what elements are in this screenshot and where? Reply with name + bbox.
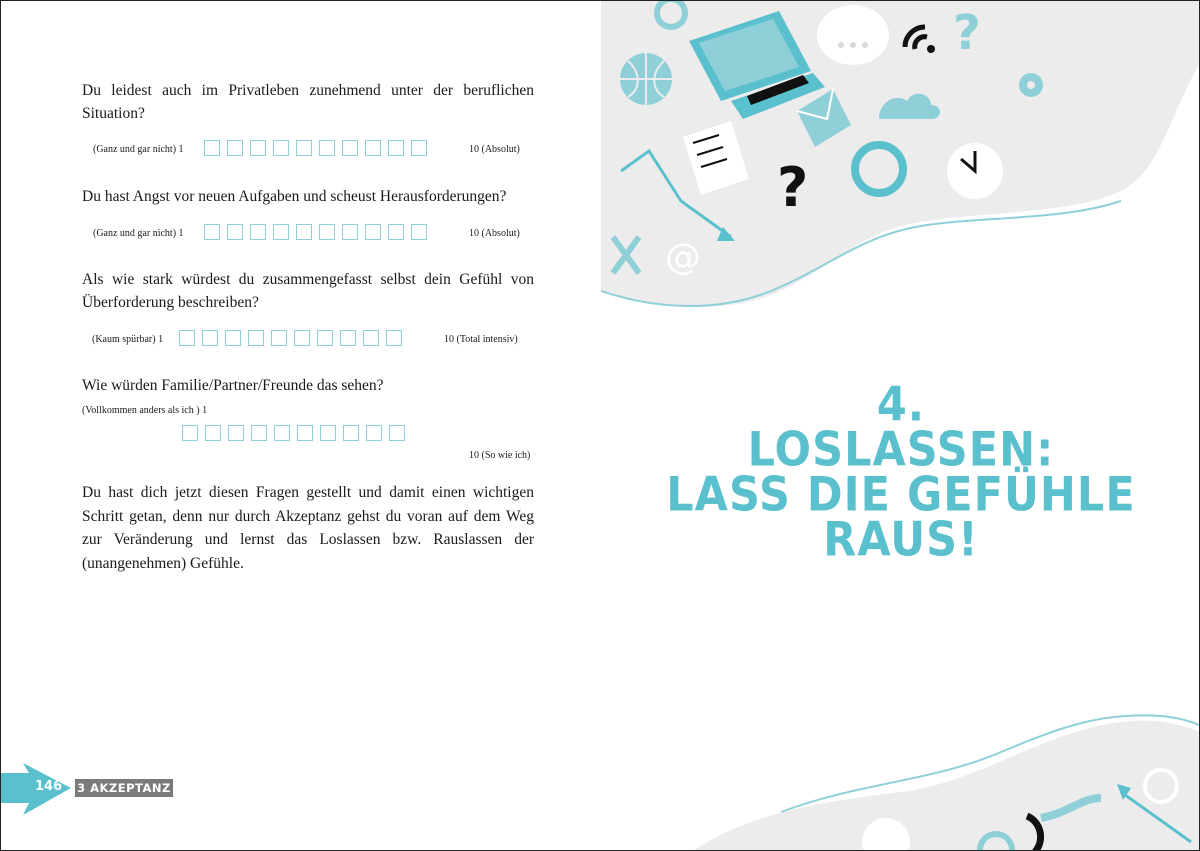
top-illustration — [601, 1, 1200, 321]
rating-box-4[interactable] — [273, 140, 289, 156]
rating-box-8[interactable] — [365, 224, 381, 240]
rating-box-7[interactable] — [320, 425, 336, 441]
page-footer — [1, 763, 201, 823]
chapter-title — [601, 377, 1200, 568]
rating-box-3[interactable] — [250, 224, 266, 240]
left-page — [1, 1, 601, 851]
rating-scale-2 — [1, 224, 601, 244]
clock-icon — [947, 143, 1003, 199]
rating-scale-1 — [1, 140, 601, 160]
rating-box-5[interactable] — [296, 224, 312, 240]
scale-min-label: (Ganz und gar nicht) 1 — [93, 228, 184, 239]
rating-box-2[interactable] — [227, 224, 243, 240]
rating-box-5[interactable] — [296, 140, 312, 156]
speech-bubble-icon — [817, 5, 889, 65]
chapter-title-line-1: 4. — [876, 377, 926, 433]
body-paragraph: Du hast dich jetzt diesen Fragen gestellt und damit einen wichtigen Schritt getan, denn nur durch Akzeptanz gehst du voran auf dem Weg zur Veränderung und lernst das Loslassen bzw. Rauslassen der (unangenehmen) Gefühle. — [82, 484, 534, 572]
at-sign-icon — [665, 237, 701, 278]
question-mark-icon — [953, 5, 981, 61]
question-4-text: Wie würden Familie/Partner/Freunde das sehen? — [82, 377, 384, 394]
rating-boxes — [204, 140, 427, 156]
rating-box-2[interactable] — [202, 330, 218, 346]
rating-box-2[interactable] — [227, 140, 243, 156]
question-3-text: Als wie stark würdest du zusammengefasst selbst dein Gefühl von Überforderung beschreiben? — [82, 271, 534, 311]
rating-box-8[interactable] — [343, 425, 359, 441]
rating-box-1[interactable] — [204, 224, 220, 240]
question-2-text: Du hast Angst vor neuen Aufgaben und scheust Herausforderungen? — [82, 188, 507, 205]
rating-boxes — [182, 425, 405, 441]
rating-box-5[interactable] — [274, 425, 290, 441]
rating-box-6[interactable] — [319, 140, 335, 156]
chapter-title-line-2: LOSLASSEN: — [747, 422, 1055, 478]
rating-scale-3 — [1, 330, 601, 350]
rating-boxes — [204, 224, 427, 240]
rating-box-1[interactable] — [182, 425, 198, 441]
rating-box-10[interactable] — [389, 425, 405, 441]
scale-min-label: (Kaum spürbar) 1 — [92, 334, 164, 345]
small-gear-icon — [1019, 73, 1043, 97]
rating-box-5[interactable] — [271, 330, 287, 346]
scale-max-label: 10 (Absolut) — [469, 228, 520, 239]
scale-max-label: 10 (So wie ich) — [469, 450, 531, 461]
scale-min-label: (Vollkommen anders als ich ) 1 — [82, 405, 208, 416]
basketball-icon — [620, 53, 672, 105]
rating-box-8[interactable] — [365, 140, 381, 156]
black-question-mark-icon — [777, 156, 808, 219]
rating-box-4[interactable] — [273, 224, 289, 240]
rating-box-8[interactable] — [340, 330, 356, 346]
rating-box-9[interactable] — [366, 425, 382, 441]
scale-max-label: 10 (Absolut) — [469, 144, 520, 155]
svg-text:?: ? — [953, 5, 981, 61]
rating-box-9[interactable] — [388, 140, 404, 156]
rating-scale-4 — [1, 405, 601, 465]
scale-max-label: 10 (Total intensiv) — [444, 334, 518, 345]
scale-min-label: (Ganz und gar nicht) 1 — [93, 144, 184, 155]
rating-box-6[interactable] — [294, 330, 310, 346]
rating-box-4[interactable] — [251, 425, 267, 441]
rating-box-7[interactable] — [317, 330, 333, 346]
chapter-title-line-3: LASS DIE GEFÜHLE — [666, 467, 1136, 523]
rating-box-10[interactable] — [411, 224, 427, 240]
rating-box-7[interactable] — [342, 224, 358, 240]
question-1-text: Du leidest auch im Privatleben zunehmend unter der beruflichen Situation? — [82, 82, 534, 122]
chapter-title-line-4: RAUS! — [823, 512, 979, 568]
rating-box-1[interactable] — [179, 330, 195, 346]
rating-box-10[interactable] — [411, 140, 427, 156]
chapter-tag: 3 AKZEPTANZ — [75, 779, 173, 797]
rating-boxes — [179, 330, 402, 346]
rating-box-3[interactable] — [228, 425, 244, 441]
rating-box-7[interactable] — [342, 140, 358, 156]
svg-text:@: @ — [665, 237, 701, 278]
rating-box-9[interactable] — [388, 224, 404, 240]
rating-box-9[interactable] — [363, 330, 379, 346]
rating-box-3[interactable] — [250, 140, 266, 156]
right-page — [601, 1, 1200, 851]
rating-box-1[interactable] — [204, 140, 220, 156]
rating-box-6[interactable] — [319, 224, 335, 240]
rating-box-4[interactable] — [248, 330, 264, 346]
bottom-illustration — [601, 692, 1200, 851]
svg-text:?: ? — [777, 156, 809, 219]
rating-box-10[interactable] — [386, 330, 402, 346]
rating-box-2[interactable] — [205, 425, 221, 441]
rating-box-3[interactable] — [225, 330, 241, 346]
rating-box-6[interactable] — [297, 425, 313, 441]
page-number: 146 — [35, 779, 63, 794]
